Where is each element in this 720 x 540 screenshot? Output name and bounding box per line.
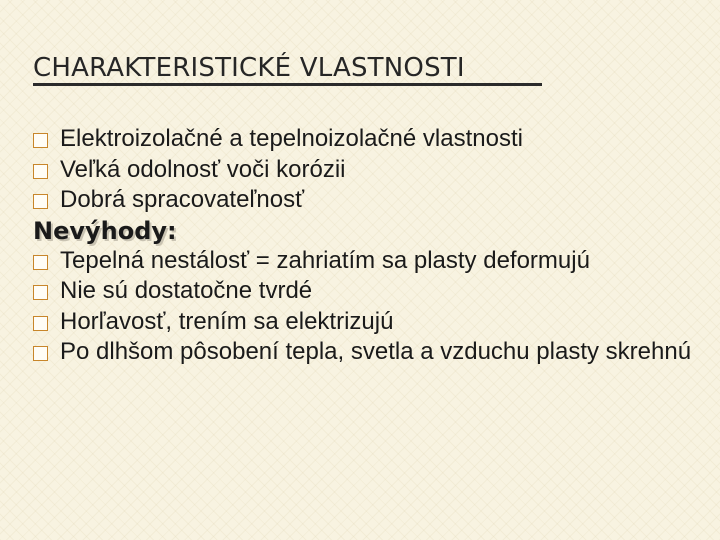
slide-content: [33, 124, 693, 368]
disadvantage-item: [33, 337, 693, 368]
slide-title: CHARAKTERISTICKÉ VLASTNOSTI: [33, 53, 465, 83]
advantage-text: Dobrá spracovateľnosť: [60, 186, 305, 213]
disadvantage-text: Horľavosť, trením sa elektrizujú: [60, 307, 394, 335]
checkbox-square-icon: [33, 285, 48, 300]
checkbox-square-icon: [33, 164, 48, 179]
disadvantage-item: [33, 276, 693, 307]
disadvantage-item: [33, 246, 693, 277]
title-underline: [33, 83, 542, 86]
disadvantages-heading: Nevýhody:: [33, 216, 177, 245]
advantage-text: Veľká odolnosť voči korózii: [60, 155, 346, 183]
checkbox-square-icon: [33, 346, 48, 361]
disadvantage-text: Po dlhšom pôsobení tepla, svetla a vzduchu plasty skrehnú: [60, 338, 692, 365]
checkbox-square-icon: [33, 133, 48, 148]
advantage-text: Elektroizolačné a tepelnoizolačné vlastnosti: [60, 125, 523, 152]
disadvantage-text: Nie sú dostatočne tvrdé: [60, 277, 313, 304]
checkbox-square-icon: [33, 194, 48, 209]
checkbox-square-icon: [33, 255, 48, 270]
advantage-item: [33, 155, 693, 186]
disadvantage-text: Tepelná nestálosť = zahriatím sa plasty deformujú: [60, 246, 590, 274]
advantage-item: [33, 124, 693, 155]
advantage-item: [33, 185, 693, 216]
disadvantage-item: [33, 307, 693, 338]
checkbox-square-icon: [33, 316, 48, 331]
